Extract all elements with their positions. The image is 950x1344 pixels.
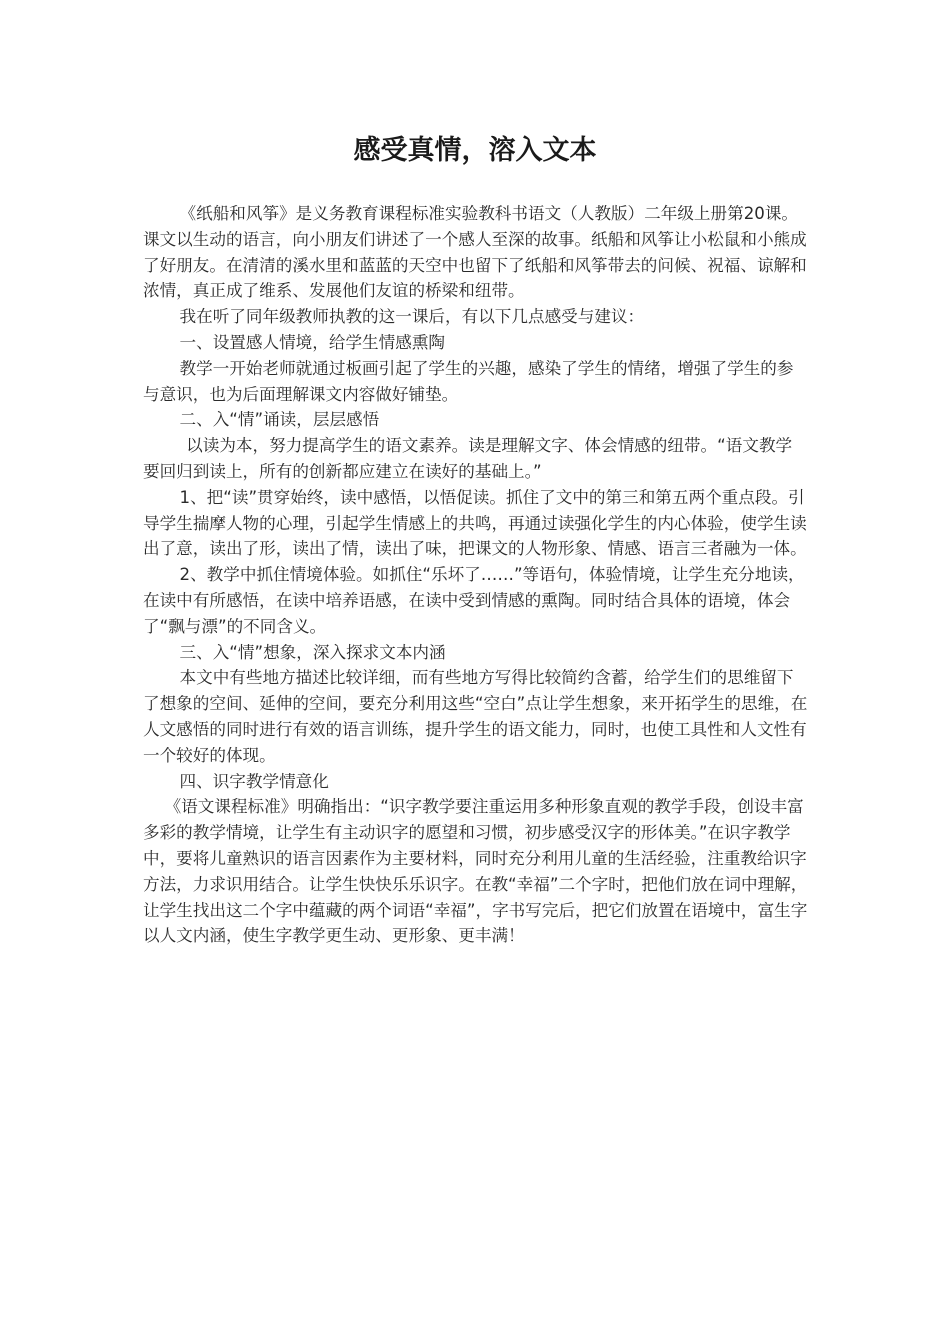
- paragraph-section-1: 教学一开始老师就通过板画引起了学生的兴趣，感染了学生的情绪，增强了学生的参与意识，也为后面理解课文内容做好铺垫。: [143, 358, 794, 404]
- paragraph-point-2: 2、教学中抓住情境体验。如抓住“乐坏了……”等语句，体验情境，让学生充分地读，在读中有所感悟，在读中培养语感，在读中受到情感的熏陶。同时结合具体的语境，体会了“飘与漂”的不同含义。: [143, 565, 805, 636]
- paragraph-section-2: 以读为本，努力提高学生的语文素养。读是理解文字、体会情感的纽带。“语文教学要回归到读上，所有的创新都应建立在读好的基础上。”: [143, 436, 793, 481]
- paragraph-intro: 《纸船和风筝》是义务教育课程标准实验教科书语文（人教版）二年级上册第20课。课文以生动的语言，向小朋友们讲述了一个感人至深的故事。纸船和风筝让小松鼠和小熊成了好朋友。在清清的溪水里和蓝蓝的天空中也留下了纸船和风筝带去的问候、祝福、谅解和浓情，真正成了维系、发展他们友谊的桥梁和纽带。: [143, 204, 807, 301]
- section-heading-1: 一、设置感人情境，给学生情感熏陶: [179, 332, 446, 352]
- section-heading-3: 三、入“情”想象，深入探求文本内涵: [179, 642, 446, 662]
- paragraph-preface: 我在听了同年级教师执教的这一课后，有以下几点感受与建议：: [179, 307, 645, 327]
- paragraph-point-1: 1、把“读”贯穿始终，读中感悟，以悟促读。抓住了文中的第三和第五两个重点段。引导学生揣摩人物的心理，引起学生情感上的共鸣，再通过读强化学生的内心体验，使学生读出了意，读出了形，读出了情，读出了味，把课文的人物形象、情感、语言三者融为一体。: [143, 487, 807, 559]
- paragraph-section-3: 本文中有些地方描述比较详细，而有些地方写得比较简约含蓄，给学生们的思维留下了想象的空间、延伸的空间，要充分利用这些“空白”点让学生想象，来开拓学生的思维，在人文感悟的同时进行有效的语言训练，提升学生的语文能力，同时，也使工具性和人文性有一个较好的体现。: [143, 668, 808, 765]
- section-heading-4: 四、识字教学情意化: [179, 771, 329, 791]
- paragraph-section-4: 《语文课程标准》明确指出：“识字教学要注重运用多种形象直观的教学手段，创设丰富多彩的教学情境，让学生有主动识字的愿望和习惯，初步感受汉字的形体美。”在识字教学中，要将儿童熟识的语言因素作为主要材料，同时充分利用儿童的生活经验，注重教给识字方法，力求识用结合。让学生快快乐乐识字。在教“幸福”二个字时，把他们放在词中理解，让学生找出这二个字中蕴藏的两个词语“幸福”，字书写完后，把它们放置在语境中，富生字以人文内涵，使生字教学更生动、更形象、更丰满！: [143, 797, 808, 946]
- document-title: 感受真情，溶入文本: [353, 135, 597, 166]
- document-body: [143, 201, 808, 949]
- section-heading-2: 二、入“情”诵读，层层感悟: [179, 410, 380, 430]
